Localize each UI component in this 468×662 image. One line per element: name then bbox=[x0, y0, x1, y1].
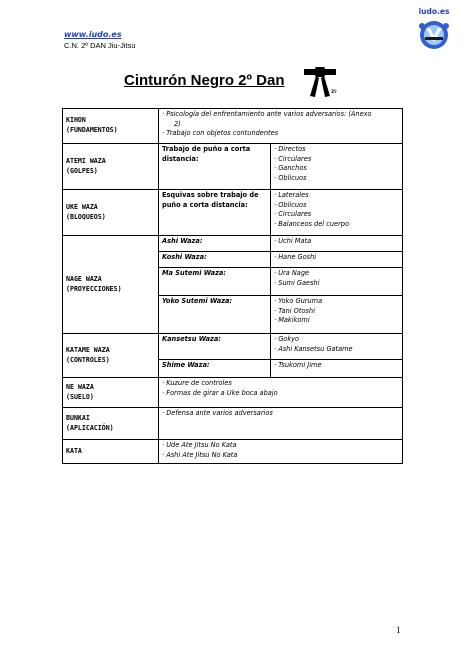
section-name: KATAME WAZA bbox=[66, 345, 110, 354]
black-belt-icon bbox=[302, 66, 338, 100]
section-name: NAGE WAZA bbox=[66, 274, 102, 283]
table-row bbox=[63, 334, 403, 360]
table-row bbox=[63, 440, 403, 464]
list-item: · Ude Ate Jitsu No Kata bbox=[162, 441, 237, 449]
logo-text: iudo.es bbox=[418, 7, 450, 16]
atemi-label: Trabajo de puño a corta distancia: bbox=[159, 144, 271, 190]
section-sub: (BLOQUEOS) bbox=[66, 212, 106, 221]
section-kihon bbox=[63, 109, 159, 144]
section-name: ATEMI WAZA bbox=[66, 156, 106, 165]
nage-items bbox=[271, 268, 403, 296]
table-row bbox=[63, 109, 403, 144]
section-sub: (GOLPES) bbox=[66, 166, 98, 175]
page-title: Cinturón Negro 2º Dan bbox=[124, 72, 285, 89]
section-uke bbox=[63, 190, 159, 236]
list-item: · Sumi Gaeshi bbox=[274, 278, 320, 287]
page-number: 1 bbox=[396, 625, 401, 635]
katame-label: Kansetsu Waza: bbox=[159, 334, 271, 360]
katame-items bbox=[271, 334, 403, 360]
list-item: · Yoko Guruma bbox=[274, 297, 323, 305]
section-name: KIHON bbox=[66, 116, 86, 125]
list-item: · Kuzure de controles bbox=[162, 379, 232, 387]
katame-label: Shime Waza: bbox=[159, 360, 271, 378]
list-item: · Oblicuos bbox=[274, 173, 307, 182]
section-name: KATA bbox=[66, 446, 82, 455]
list-item: 2) bbox=[174, 119, 181, 128]
list-item: · Laterales bbox=[274, 191, 309, 199]
nage-items bbox=[271, 236, 403, 252]
list-item: · Ura Nage bbox=[274, 269, 310, 277]
table-row bbox=[63, 236, 403, 252]
section-nage bbox=[63, 236, 159, 334]
list-item: · Ganchos bbox=[274, 164, 307, 173]
section-bunkai bbox=[63, 408, 159, 440]
uke-items bbox=[271, 190, 403, 236]
bunkai-content bbox=[159, 408, 403, 440]
table-row bbox=[63, 408, 403, 440]
section-sub: (SUELO) bbox=[66, 392, 94, 401]
nage-label: Koshi Waza: bbox=[159, 252, 271, 268]
section-sub: (PROYECCIONES) bbox=[66, 284, 122, 293]
section-sub: (FUNDAMENTOS) bbox=[66, 126, 118, 134]
table-row bbox=[63, 144, 403, 190]
kihon-content bbox=[159, 109, 403, 144]
list-item: · Defensa ante varios adversarios bbox=[162, 409, 273, 417]
list-item: · Circulares bbox=[274, 154, 312, 163]
section-sub: (APLICACIÓN) bbox=[66, 423, 114, 432]
ne-content bbox=[159, 378, 403, 408]
list-item: · Trabajo con objetos contundentes bbox=[162, 129, 279, 138]
list-item: · Ashi Ate Jitsu No Kata bbox=[162, 450, 238, 459]
kata-content bbox=[159, 440, 403, 464]
section-sub: (CONTROLES) bbox=[66, 355, 110, 364]
section-name: UKE WAZA bbox=[66, 202, 98, 211]
nage-items bbox=[271, 252, 403, 268]
section-atemi bbox=[63, 144, 159, 190]
list-item: · Balanceos del cuerpo bbox=[274, 219, 350, 228]
list-item: · Gokyo bbox=[274, 335, 300, 343]
document-subtitle: C.N. 2º DAN Jiu-Jitsu bbox=[64, 41, 136, 50]
list-item: · Tani Otoshi bbox=[274, 306, 315, 315]
list-item: · Formas de girar a Uke boca abajo bbox=[162, 388, 278, 397]
nage-label: Ma Sutemi Waza: bbox=[159, 268, 271, 296]
belt-badge: 2º bbox=[331, 90, 337, 95]
list-item: · Uchi Mata bbox=[274, 237, 312, 245]
list-item: · Tsukomi Jime bbox=[274, 361, 322, 369]
nage-label: Yoko Sutemi Waza: bbox=[159, 296, 271, 334]
table-row bbox=[63, 378, 403, 408]
list-item: · Hane Goshi bbox=[274, 253, 317, 261]
section-katame bbox=[63, 334, 159, 378]
list-item: · Directos bbox=[274, 145, 306, 153]
list-item: · Oblicuos bbox=[274, 200, 307, 209]
katame-items bbox=[271, 360, 403, 378]
table-row bbox=[63, 190, 403, 236]
section-ne bbox=[63, 378, 159, 408]
list-item: · Ashi Kansetsu Gatame bbox=[274, 344, 353, 353]
list-item: · Circulares bbox=[274, 210, 312, 219]
list-item: · Makikomi bbox=[274, 316, 310, 325]
section-name: NE WAZA bbox=[66, 382, 94, 391]
uke-label: Esquivas sobre trabajo de puño a corta distancia: bbox=[159, 190, 271, 236]
section-name: BUNKAI bbox=[66, 413, 90, 422]
program-table bbox=[62, 108, 403, 464]
kimono-logo-icon bbox=[408, 6, 460, 58]
list-item: · Psicología del enfrentamiento ante varios adversarios: (Anexo bbox=[162, 110, 372, 118]
atemi-items bbox=[271, 144, 403, 190]
nage-label: Ashi Waza: bbox=[159, 236, 271, 252]
site-link[interactable]: www.iudo.es bbox=[64, 30, 122, 39]
nage-items bbox=[271, 296, 403, 334]
section-kata bbox=[63, 440, 159, 464]
